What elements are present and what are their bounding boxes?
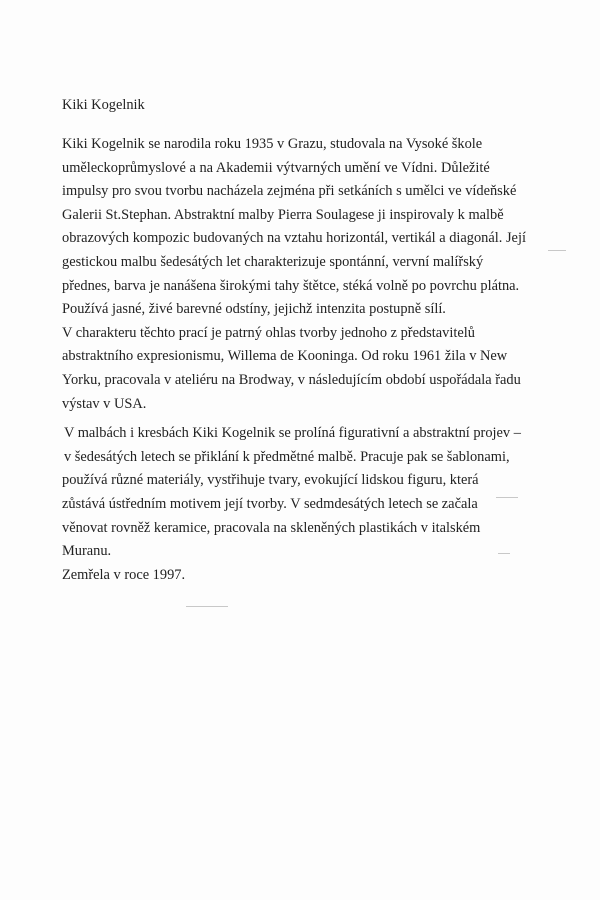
paragraph-1	[62, 133, 562, 416]
text-line: používá různé materiály, vystřihuje tvary, evokující lidskou figuru, která	[62, 472, 479, 489]
text-line: uměleckoprůmyslové a na Akademii výtvarných umění ve Vídni. Důležité	[62, 159, 490, 176]
text-line: věnovat rovněž keramice, pracovala na skleněných plastikách v italském	[62, 519, 481, 536]
scan-artifact	[496, 497, 518, 498]
text-line: v šedesátých letech se přiklání k předmětné malbě. Pracuje pak se šablonami,	[64, 448, 510, 465]
scan-artifact	[186, 606, 228, 607]
text-line: Muranu.	[62, 543, 112, 560]
text-line: zůstává ústředním motivem její tvorby. V sedmdesátých letech se začala	[62, 495, 478, 512]
text-line: Kiki Kogelnik se narodila roku 1935 v Grazu, studovala na Vysoké škole	[62, 136, 483, 152]
document-title: Kiki Kogelnik	[62, 97, 145, 113]
text-line: impulsy pro svou tvorbu nacházela zejména při setkáních s umělci ve vídeňské	[62, 183, 517, 200]
document-body	[62, 94, 562, 587]
text-line: obrazových kompozic budovaných na vztahu horizontál, vertikál a diagonál. Její	[62, 230, 526, 247]
paragraph-2	[62, 422, 562, 564]
scan-artifact	[548, 250, 566, 251]
text-line: abstraktního expresionismu, Willema de Kooninga. Od roku 1961 žila v New	[62, 348, 508, 365]
text-line: V charakteru těchto prací je patrný ohlas tvorby jednoho z představitelů	[62, 324, 475, 341]
text-line: výstav v USA.	[62, 395, 147, 412]
text-line: Používá jasné, živé barevné odstíny, jejichž intenzita postupně sílí.	[62, 301, 446, 318]
text-line: V malbách i kresbách Kiki Kogelnik se prolíná figurativní a abstraktní projev –	[64, 425, 521, 442]
scan-artifact	[498, 553, 510, 554]
text-line: přednes, barva je nanášena širokými tahy štětce, stéká volně po povrchu plátna.	[62, 277, 520, 294]
text-line: Zemřela v roce 1997.	[62, 566, 186, 583]
text-line: gestickou malbu šedesátých let charakterizuje spontánní, vervní malířský	[62, 253, 484, 270]
text-line: Yorku, pracovala v ateliéru na Brodway, v následujícím období uspořádala řadu	[62, 371, 521, 388]
paragraph-3	[62, 564, 562, 588]
text-line: Galerii St.Stephan. Abstraktní malby Pierra Soulagese ji inspirovaly k malbě	[62, 206, 504, 223]
